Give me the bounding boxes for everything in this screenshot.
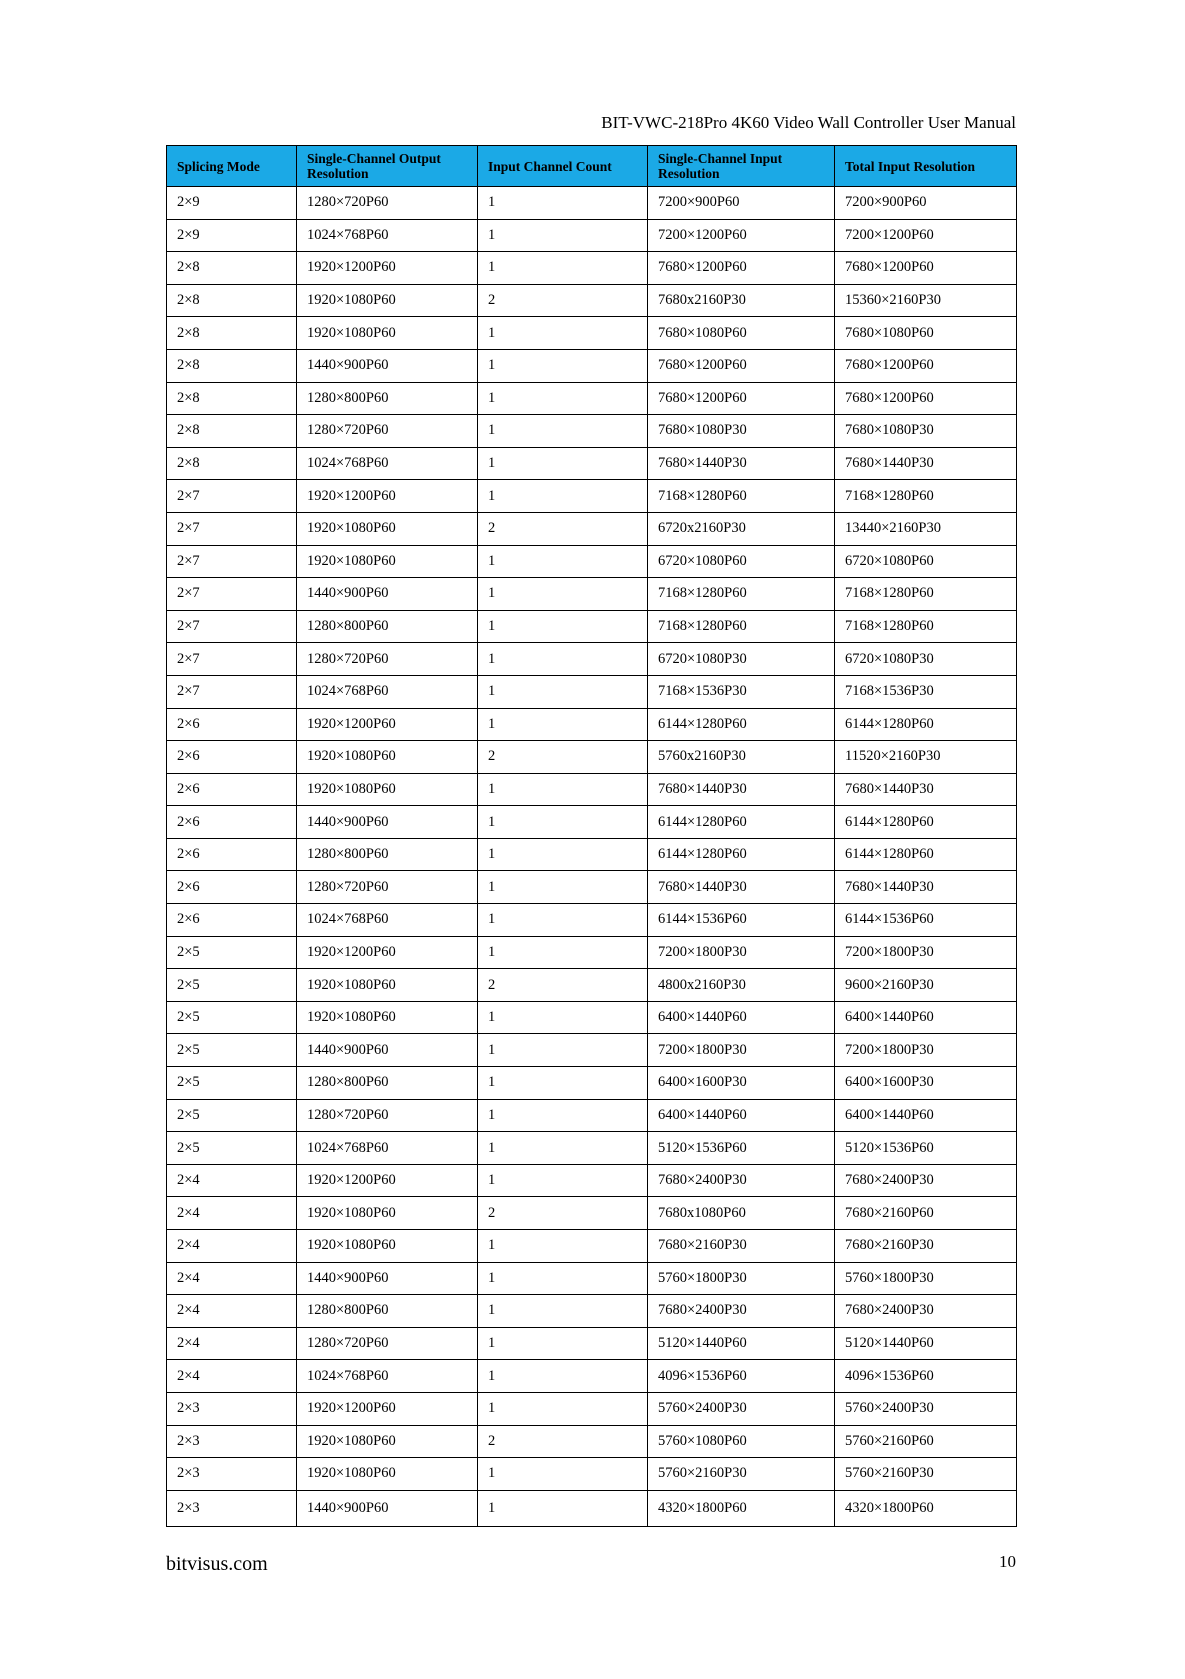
cell-total-input-resolution: 5120×1536P60 [835,1132,1017,1165]
cell-total-input-resolution: 7680×2160P30 [835,1230,1017,1263]
table-row [167,1262,1017,1295]
cell-splicing-mode: 2×8 [167,415,297,448]
cell-splicing-mode: 2×6 [167,708,297,741]
cell-splicing-mode: 2×3 [167,1458,297,1491]
cell-splicing-mode: 2×5 [167,936,297,969]
table-row [167,1164,1017,1197]
cell-input-resolution: 6400×1600P30 [648,1067,835,1100]
cell-input-channel-count: 1 [478,187,648,220]
cell-input-resolution: 7168×1536P30 [648,675,835,708]
table-row [167,871,1017,904]
table-row [167,512,1017,545]
cell-output-resolution: 1920×1080P60 [297,1458,478,1491]
cell-total-input-resolution: 7680×1080P60 [835,317,1017,350]
cell-total-input-resolution: 11520×2160P30 [835,741,1017,774]
header-total-input-resolution: Total Input Resolution [835,146,1017,187]
cell-total-input-resolution: 6400×1440P60 [835,1099,1017,1132]
cell-output-resolution: 1920×1200P60 [297,1392,478,1425]
cell-input-channel-count: 1 [478,1490,648,1526]
cell-input-channel-count: 2 [478,1197,648,1230]
table-row [167,1295,1017,1328]
table-row [167,969,1017,1002]
cell-input-resolution: 5760×2400P30 [648,1392,835,1425]
table-row [167,415,1017,448]
cell-total-input-resolution: 7200×1200P60 [835,219,1017,252]
cell-input-channel-count: 2 [478,1425,648,1458]
cell-input-channel-count: 1 [478,480,648,513]
cell-input-resolution: 5760×2160P30 [648,1458,835,1491]
cell-input-channel-count: 1 [478,1132,648,1165]
document-title: BIT-VWC-218Pro 4K60 Video Wall Controller User Manual [601,113,1016,132]
cell-total-input-resolution: 7680×1080P30 [835,415,1017,448]
cell-output-resolution: 1440×900P60 [297,1262,478,1295]
table-row [167,382,1017,415]
table-row [167,1230,1017,1263]
cell-splicing-mode: 2×9 [167,187,297,220]
header-splicing-mode: Splicing Mode [167,146,297,187]
cell-output-resolution: 1920×1080P60 [297,284,478,317]
table-row [167,708,1017,741]
table-row [167,904,1017,937]
cell-output-resolution: 1920×1080P60 [297,741,478,774]
cell-total-input-resolution: 7168×1280P60 [835,610,1017,643]
cell-input-channel-count: 1 [478,806,648,839]
cell-total-input-resolution: 6720×1080P60 [835,545,1017,578]
cell-output-resolution: 1280×800P60 [297,382,478,415]
cell-input-resolution: 7680x1080P60 [648,1197,835,1230]
table-row [167,936,1017,969]
footer-site: bitvisus.com [166,1553,268,1575]
table-row [167,317,1017,350]
cell-input-resolution: 7200×1800P30 [648,1034,835,1067]
cell-output-resolution: 1920×1080P60 [297,773,478,806]
cell-input-channel-count: 1 [478,317,648,350]
cell-total-input-resolution: 6144×1280P60 [835,806,1017,839]
cell-splicing-mode: 2×6 [167,838,297,871]
cell-total-input-resolution: 7680×2400P30 [835,1164,1017,1197]
cell-splicing-mode: 2×4 [167,1327,297,1360]
cell-total-input-resolution: 5120×1440P60 [835,1327,1017,1360]
cell-total-input-resolution: 5760×2400P30 [835,1392,1017,1425]
cell-total-input-resolution: 5760×1800P30 [835,1262,1017,1295]
cell-input-resolution: 7200×1800P30 [648,936,835,969]
table-row [167,187,1017,220]
cell-input-resolution: 7680×1440P30 [648,447,835,480]
cell-input-resolution: 4800x2160P30 [648,969,835,1002]
header-input-resolution: Single-Channel Input Resolution [648,146,835,187]
cell-output-resolution: 1920×1200P60 [297,708,478,741]
table-row [167,1099,1017,1132]
cell-total-input-resolution: 15360×2160P30 [835,284,1017,317]
cell-splicing-mode: 2×7 [167,545,297,578]
cell-input-channel-count: 1 [478,773,648,806]
cell-output-resolution: 1024×768P60 [297,1132,478,1165]
cell-splicing-mode: 2×8 [167,252,297,285]
table-row [167,1327,1017,1360]
cell-input-resolution: 6720×1080P60 [648,545,835,578]
cell-output-resolution: 1440×900P60 [297,349,478,382]
cell-splicing-mode: 2×4 [167,1262,297,1295]
cell-input-resolution: 7168×1280P60 [648,480,835,513]
cell-output-resolution: 1440×900P60 [297,806,478,839]
cell-total-input-resolution: 6144×1280P60 [835,838,1017,871]
cell-input-channel-count: 2 [478,741,648,774]
cell-splicing-mode: 2×5 [167,1001,297,1034]
cell-input-channel-count: 1 [478,1262,648,1295]
table-row [167,1490,1017,1526]
cell-input-channel-count: 1 [478,1458,648,1491]
cell-splicing-mode: 2×3 [167,1392,297,1425]
cell-output-resolution: 1280×720P60 [297,871,478,904]
cell-splicing-mode: 2×3 [167,1490,297,1526]
cell-input-channel-count: 2 [478,969,648,1002]
cell-input-channel-count: 1 [478,447,648,480]
header-output-resolution: Single-Channel Output Resolution [297,146,478,187]
cell-output-resolution: 1920×1080P60 [297,512,478,545]
cell-input-channel-count: 1 [478,349,648,382]
cell-input-resolution: 7200×900P60 [648,187,835,220]
cell-total-input-resolution: 7680×1440P30 [835,773,1017,806]
cell-input-channel-count: 1 [478,1392,648,1425]
cell-total-input-resolution: 7168×1280P60 [835,578,1017,611]
table-row [167,252,1017,285]
cell-input-channel-count: 1 [478,1164,648,1197]
cell-output-resolution: 1920×1080P60 [297,1001,478,1034]
table-row [167,773,1017,806]
table-row [167,643,1017,676]
cell-output-resolution: 1280×720P60 [297,187,478,220]
cell-splicing-mode: 2×7 [167,480,297,513]
cell-input-resolution: 7680x2160P30 [648,284,835,317]
cell-total-input-resolution: 6400×1440P60 [835,1001,1017,1034]
table-row [167,741,1017,774]
cell-input-channel-count: 1 [478,252,648,285]
cell-input-channel-count: 1 [478,610,648,643]
cell-input-channel-count: 1 [478,578,648,611]
cell-total-input-resolution: 6400×1600P30 [835,1067,1017,1100]
table-row [167,806,1017,839]
cell-input-resolution: 7680×1080P30 [648,415,835,448]
cell-splicing-mode: 2×6 [167,806,297,839]
cell-input-channel-count: 1 [478,904,648,937]
cell-splicing-mode: 2×8 [167,349,297,382]
cell-output-resolution: 1280×800P60 [297,1295,478,1328]
cell-output-resolution: 1440×900P60 [297,578,478,611]
cell-output-resolution: 1280×800P60 [297,838,478,871]
cell-output-resolution: 1920×1200P60 [297,1164,478,1197]
cell-input-resolution: 5760×1080P60 [648,1425,835,1458]
cell-input-resolution: 6144×1280P60 [648,708,835,741]
table-row [167,1360,1017,1393]
cell-input-channel-count: 1 [478,1230,648,1263]
splicing-mode-table [166,145,1017,1527]
cell-output-resolution: 1280×720P60 [297,415,478,448]
cell-output-resolution: 1920×1080P60 [297,317,478,350]
cell-output-resolution: 1920×1200P60 [297,480,478,513]
table-row [167,675,1017,708]
cell-splicing-mode: 2×5 [167,1067,297,1100]
cell-input-channel-count: 2 [478,284,648,317]
cell-input-resolution: 7680×1440P30 [648,773,835,806]
cell-input-resolution: 7680×1200P60 [648,349,835,382]
cell-splicing-mode: 2×7 [167,610,297,643]
cell-splicing-mode: 2×9 [167,219,297,252]
cell-input-resolution: 6720×1080P30 [648,643,835,676]
cell-input-resolution: 5120×1536P60 [648,1132,835,1165]
cell-splicing-mode: 2×8 [167,317,297,350]
cell-total-input-resolution: 7168×1280P60 [835,480,1017,513]
cell-total-input-resolution: 5760×2160P30 [835,1458,1017,1491]
cell-total-input-resolution: 7200×1800P30 [835,1034,1017,1067]
cell-output-resolution: 1440×900P60 [297,1034,478,1067]
cell-input-channel-count: 1 [478,1360,648,1393]
cell-input-channel-count: 1 [478,838,648,871]
table-row [167,284,1017,317]
cell-output-resolution: 1024×768P60 [297,675,478,708]
table-header-row [167,146,1017,187]
cell-total-input-resolution: 7680×2160P60 [835,1197,1017,1230]
cell-output-resolution: 1024×768P60 [297,447,478,480]
cell-output-resolution: 1024×768P60 [297,219,478,252]
cell-input-resolution: 6144×1536P60 [648,904,835,937]
cell-splicing-mode: 2×8 [167,382,297,415]
table-row [167,1034,1017,1067]
cell-input-resolution: 7680×2160P30 [648,1230,835,1263]
table-row [167,480,1017,513]
cell-input-resolution: 6720x2160P30 [648,512,835,545]
cell-total-input-resolution: 9600×2160P30 [835,969,1017,1002]
cell-total-input-resolution: 7200×900P60 [835,187,1017,220]
cell-total-input-resolution: 5760×2160P60 [835,1425,1017,1458]
cell-splicing-mode: 2×5 [167,1132,297,1165]
cell-output-resolution: 1920×1200P60 [297,252,478,285]
cell-input-resolution: 5120×1440P60 [648,1327,835,1360]
cell-splicing-mode: 2×5 [167,969,297,1002]
cell-splicing-mode: 2×4 [167,1360,297,1393]
cell-input-channel-count: 1 [478,1327,648,1360]
cell-output-resolution: 1280×720P60 [297,1099,478,1132]
cell-total-input-resolution: 7680×1440P30 [835,871,1017,904]
page-number: 10 [999,1552,1016,1571]
cell-output-resolution: 1024×768P60 [297,904,478,937]
cell-input-resolution: 7680×1440P30 [648,871,835,904]
table-row [167,1197,1017,1230]
cell-input-channel-count: 1 [478,545,648,578]
cell-splicing-mode: 2×7 [167,675,297,708]
cell-total-input-resolution: 7680×1200P60 [835,382,1017,415]
table-row [167,1392,1017,1425]
cell-splicing-mode: 2×7 [167,643,297,676]
cell-output-resolution: 1280×800P60 [297,1067,478,1100]
cell-input-resolution: 6400×1440P60 [648,1099,835,1132]
cell-total-input-resolution: 6144×1536P60 [835,904,1017,937]
cell-input-resolution: 6144×1280P60 [648,838,835,871]
header-input-channel-count: Input Channel Count [478,146,648,187]
table-row [167,1001,1017,1034]
cell-splicing-mode: 2×5 [167,1099,297,1132]
cell-splicing-mode: 2×6 [167,741,297,774]
cell-input-resolution: 7168×1280P60 [648,610,835,643]
cell-input-resolution: 4096×1536P60 [648,1360,835,1393]
cell-total-input-resolution: 7680×1200P60 [835,349,1017,382]
cell-output-resolution: 1920×1080P60 [297,545,478,578]
cell-splicing-mode: 2×3 [167,1425,297,1458]
cell-splicing-mode: 2×4 [167,1164,297,1197]
cell-input-resolution: 7680×2400P30 [648,1164,835,1197]
cell-output-resolution: 1280×800P60 [297,610,478,643]
table-row [167,578,1017,611]
cell-input-channel-count: 1 [478,871,648,904]
cell-output-resolution: 1920×1080P60 [297,1197,478,1230]
cell-input-channel-count: 1 [478,708,648,741]
cell-output-resolution: 1440×900P60 [297,1490,478,1526]
cell-input-channel-count: 1 [478,936,648,969]
cell-splicing-mode: 2×8 [167,447,297,480]
cell-input-channel-count: 1 [478,1034,648,1067]
cell-total-input-resolution: 6720×1080P30 [835,643,1017,676]
cell-output-resolution: 1920×1200P60 [297,936,478,969]
cell-splicing-mode: 2×4 [167,1230,297,1263]
cell-input-resolution: 7200×1200P60 [648,219,835,252]
cell-input-resolution: 4320×1800P60 [648,1490,835,1526]
cell-input-resolution: 7680×1200P60 [648,252,835,285]
cell-input-channel-count: 1 [478,1067,648,1100]
cell-input-resolution: 5760x2160P30 [648,741,835,774]
table-row [167,838,1017,871]
cell-output-resolution: 1920×1080P60 [297,1425,478,1458]
cell-input-channel-count: 1 [478,382,648,415]
cell-splicing-mode: 2×7 [167,578,297,611]
cell-input-resolution: 7680×2400P30 [648,1295,835,1328]
cell-input-resolution: 7680×1200P60 [648,382,835,415]
cell-input-resolution: 6400×1440P60 [648,1001,835,1034]
cell-input-channel-count: 1 [478,643,648,676]
cell-input-resolution: 7680×1080P60 [648,317,835,350]
table-body [167,187,1017,1527]
cell-input-channel-count: 1 [478,675,648,708]
table-row [167,545,1017,578]
cell-input-channel-count: 1 [478,1295,648,1328]
cell-input-channel-count: 1 [478,1099,648,1132]
table-row [167,349,1017,382]
cell-total-input-resolution: 7680×1200P60 [835,252,1017,285]
cell-output-resolution: 1024×768P60 [297,1360,478,1393]
table-row [167,1132,1017,1165]
cell-total-input-resolution: 13440×2160P30 [835,512,1017,545]
table-row [167,610,1017,643]
cell-input-resolution: 5760×1800P30 [648,1262,835,1295]
cell-output-resolution: 1280×720P60 [297,643,478,676]
table-row [167,447,1017,480]
cell-splicing-mode: 2×4 [167,1295,297,1328]
cell-total-input-resolution: 7168×1536P30 [835,675,1017,708]
cell-splicing-mode: 2×6 [167,773,297,806]
cell-splicing-mode: 2×5 [167,1034,297,1067]
table-row [167,1067,1017,1100]
cell-total-input-resolution: 7680×1440P30 [835,447,1017,480]
cell-input-channel-count: 2 [478,512,648,545]
table-row [167,1425,1017,1458]
cell-total-input-resolution: 6144×1280P60 [835,708,1017,741]
cell-total-input-resolution: 4096×1536P60 [835,1360,1017,1393]
table-row [167,1458,1017,1491]
cell-splicing-mode: 2×6 [167,871,297,904]
cell-total-input-resolution: 4320×1800P60 [835,1490,1017,1526]
cell-input-resolution: 6144×1280P60 [648,806,835,839]
cell-output-resolution: 1920×1080P60 [297,1230,478,1263]
cell-splicing-mode: 2×7 [167,512,297,545]
table-row [167,219,1017,252]
cell-splicing-mode: 2×6 [167,904,297,937]
cell-splicing-mode: 2×8 [167,284,297,317]
cell-input-channel-count: 1 [478,415,648,448]
cell-input-resolution: 7168×1280P60 [648,578,835,611]
cell-output-resolution: 1280×720P60 [297,1327,478,1360]
cell-total-input-resolution: 7200×1800P30 [835,936,1017,969]
cell-splicing-mode: 2×4 [167,1197,297,1230]
cell-input-channel-count: 1 [478,1001,648,1034]
cell-total-input-resolution: 7680×2400P30 [835,1295,1017,1328]
cell-input-channel-count: 1 [478,219,648,252]
cell-output-resolution: 1920×1080P60 [297,969,478,1002]
